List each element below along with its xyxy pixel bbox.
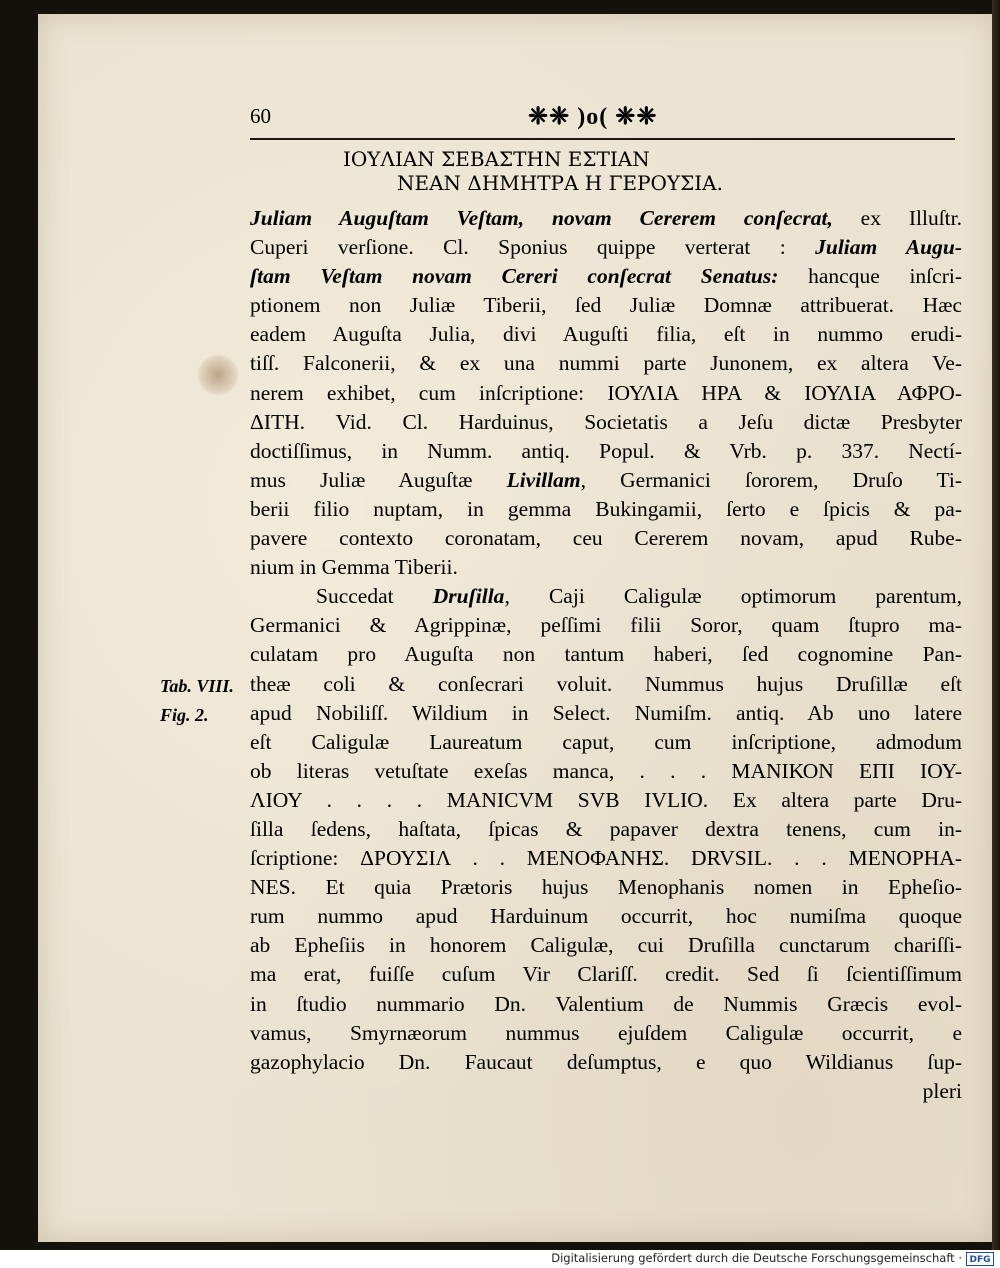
digitization-footer	[0, 1250, 1000, 1268]
text-line: ab Epheſiis in honorem Caligulæ, cui Druſilla cunctarum chariſſi-	[250, 933, 962, 958]
body-text	[250, 204, 962, 1106]
text-line: nium in Gemma Tiberii.	[250, 555, 458, 580]
text-line: Succedat Druſilla, Caji Caligulæ optimorum parentum,	[316, 584, 962, 609]
greek-title-line: ΙΟΥΛΙΑΝ ΣΕΒΑΣΤΗΝ ΕΣΤΙΑΝ	[343, 147, 650, 171]
page-header	[250, 104, 955, 140]
header-ornament: ❈❈ )o( ❈❈	[528, 104, 658, 130]
text-line: mus Juliæ Auguſtæ Livillam, Germanici ſororem, Druſo Ti-	[250, 467, 963, 492]
text-line: ſtam Veſtam novam Cereri conſecrat Senatus: hancque inſcri-	[250, 264, 962, 289]
text-line: ΔΙΤΗ. Vid. Cl. Harduinus, Societatis a Jeſu dictæ Presbyter	[250, 409, 962, 434]
page-number: 60	[250, 104, 271, 128]
text-line: pavere contexto coronatam, ceu Cererem novam, apud Rube-	[250, 526, 962, 551]
text-line: ob literas vetuſtate exeſas manca, . . . ΜΑΝΙΚΟΝ ΕΠΙ ΙΟΥ-	[250, 758, 962, 783]
text-line: Juliam Auguſtam Veſtam, novam Cererem conſecrat, ex Illuſtr.	[250, 206, 962, 230]
text-line: doctiſſimus, in Numm. antiq. Popul. & Vrb. p. 337. Nectí-	[250, 438, 962, 463]
text-line: ΛΙΟΥ . . . . MANICVM SVB IVLIO. Ex altera parte Dru-	[250, 787, 962, 812]
text-line: eadem Auguſta Julia, divi Auguſti filia, eſt in nummo erudi-	[250, 322, 962, 347]
page-edge	[992, 0, 1000, 1250]
text-line: ma erat, fuiſſe cuſum Vir Clariſſ. credit. Sed ſi ſcientiſſimum	[250, 962, 962, 987]
page-stain	[196, 354, 240, 396]
italic-phrase: Livillam	[506, 467, 581, 492]
greek-title-line: ΝΕΑΝ ΔΗΜΗΤΡΑ Η ΓΕΡΟΥΣΙΑ.	[397, 171, 723, 195]
text-line: ſilla ſedens, haſtata, ſpicas & papaver dextra tenens, cum in-	[250, 816, 962, 841]
text-line: Germanici & Agrippinæ, peſſimi filii Soror, quam ſtupro ma-	[250, 613, 962, 638]
margin-note-table: Tab. VIII.	[160, 676, 234, 696]
text-line: berii filio nuptam, in gemma Bukingamii, ſerto e ſpicis & pa-	[250, 496, 962, 521]
text-line: rum nummo apud Harduinum occurrit, hoc numiſma quoque	[250, 904, 962, 929]
text-line: ptionem non Juliæ Tiberii, ſed Juliæ Domnæ attribuerat. Hæc	[250, 293, 962, 318]
footer-credit: Digitalisierung gefördert durch die Deutsche Forschungsgemeinschaft ·	[551, 1251, 962, 1265]
text-line: vamus, Smyrnæorum nummus ejuſdem Caligulæ occurrit, e	[250, 1020, 962, 1045]
text-line: apud Nobiliſſ. Wildium in Select. Numiſm. antiq. Ab uno latere	[250, 700, 962, 725]
text-line: NES. Et quia Prætoris hujus Menophanis nomen in Epheſio-	[250, 875, 962, 900]
text-line: theæ coli & conſecrari voluit. Nummus hujus Druſillæ eſt	[250, 671, 962, 696]
text-line: culatam pro Auguſta non tantum haberi, ſed cognomine Pan-	[250, 642, 962, 667]
header-rule	[250, 138, 955, 140]
text-line: pleri	[922, 1078, 962, 1103]
text-line: in ſtudio nummario Dn. Valentium de Nummis Græcis evol-	[250, 991, 962, 1016]
italic-phrase: Juliam Auguſtam Veſtam, novam Cererem conſecrat,	[250, 206, 833, 230]
text-line: gazophylacio Dn. Faucaut deſumptus, e quo Wildianus ſup-	[250, 1049, 962, 1074]
italic-phrase: Juliam Augu-	[815, 235, 962, 260]
greek-inscription-title	[250, 147, 955, 195]
italic-phrase: Druſilla	[432, 584, 505, 609]
italic-phrase: ſtam Veſtam novam Cereri conſecrat Senatus:	[250, 264, 779, 289]
dfg-logo: DFG	[966, 1252, 994, 1266]
margin-note-figure: Fig. 2.	[160, 705, 209, 725]
text-line: Cuperi verſione. Cl. Sponius quippe verterat : Juliam Augu-	[250, 235, 962, 260]
text-line: tiſſ. Falconerii, & ex una nummi parte Junonem, ex altera Ve-	[250, 351, 962, 376]
text-line: eſt Caligulæ Laureatum caput, cum inſcriptione, admodum	[250, 729, 962, 754]
text-line: ſcriptione: ΔΡΟΥΣΙΛ . . ΜΕΝΟΦΑΝΗΣ. DRVSIL. . . MENOPHA-	[250, 846, 962, 871]
text-line: nerem exhibet, cum inſcriptione: ΙΟΥΛΙΑ ΗΡΑ & ΙΟΥΛΙΑ ΑΦΡΟ-	[250, 380, 962, 405]
